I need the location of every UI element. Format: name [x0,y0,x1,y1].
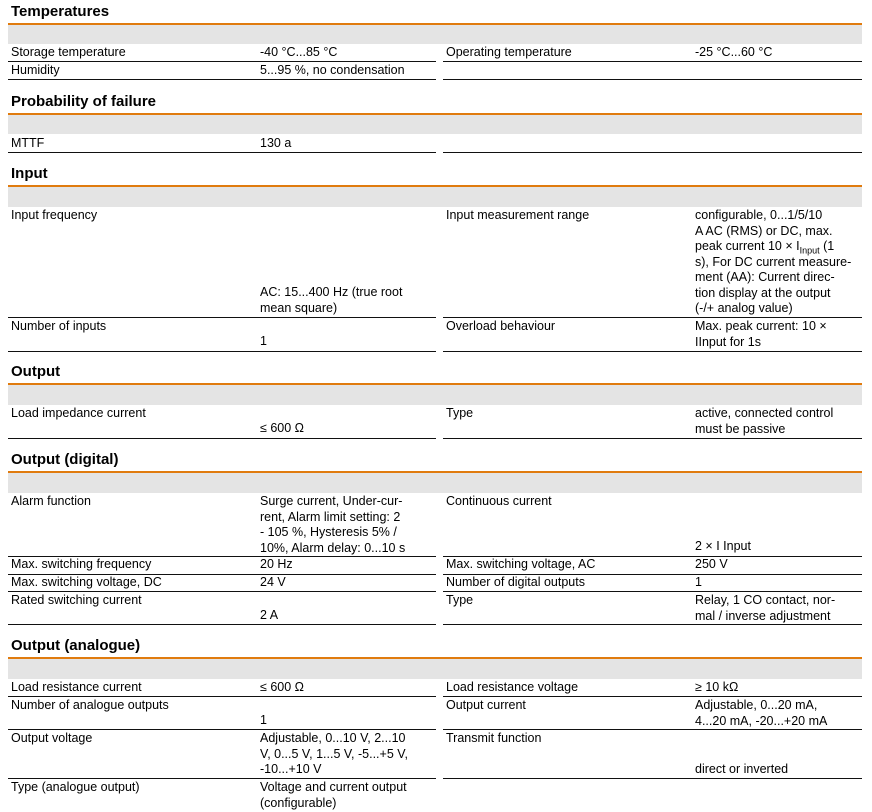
row-label: Max. switching voltage, AC [446,557,596,571]
row-value: 1 [260,713,267,727]
section-header-bar [8,473,862,493]
row-label: Load resistance voltage [446,680,579,694]
row-divider [8,152,436,153]
row-divider [443,351,862,352]
row-label: Output current [446,698,526,712]
row-label: Type [446,593,474,607]
row-label: Load resistance current [11,680,142,694]
row-divider [8,624,436,625]
row-label: Type (analogue output) [11,780,140,794]
row-value: 5...95 %, no condensation [260,63,405,77]
row-divider [8,591,436,592]
row-value: -25 °C...60 °C [695,45,773,59]
row-value: ≤ 600 Ω [260,680,305,694]
row-value: ≤ 600 Ω [260,421,305,435]
row-divider [443,317,862,318]
section-title-output-analogue: Output (analogue) [11,637,141,654]
row-divider [443,61,862,62]
row-value: active, connected control must be passive [695,406,834,436]
row-divider [443,778,862,779]
section-title-temperatures: Temperatures [11,3,110,20]
row-label: Input frequency [11,208,98,222]
row-divider [443,624,862,625]
row-value: Surge current, Under-cur- rent, Alarm limit setting: 2 - 105 %, Hysteresis 5% / 10%, Alarm delay: 0...10 s [260,494,406,555]
row-value: 2 × I Input [695,539,751,553]
row-divider [443,438,862,439]
row-value: Adjustable, 0...10 V, 2...10 V, 0...5 V, 1...5 V, -5...+5 V, -10...+10 V [260,731,408,776]
row-label: Number of analogue outputs [11,698,169,712]
row-label: Humidity [11,63,60,77]
row-label: Continuous current [446,494,552,508]
row-divider [443,591,862,592]
row-value: AC: 15...400 Hz (true root mean square) [260,285,403,315]
row-label: Number of inputs [11,319,107,333]
row-value: 20 Hz [260,557,293,571]
row-label: Type [446,406,474,420]
row-divider [8,729,436,730]
section-title-probability-of-failure: Probability of failure [11,93,157,110]
row-value: Voltage and current output (configurable) [260,780,407,810]
row-divider [8,438,436,439]
section-header-bar [8,659,862,679]
row-divider [443,729,862,730]
row-divider [8,79,436,80]
row-value: direct or inverted [695,762,789,776]
row-label: Number of digital outputs [446,575,585,589]
row-label: Load impedance current [11,406,146,420]
row-value: 130 a [260,136,292,150]
row-divider [8,61,436,62]
row-divider [443,696,862,697]
row-divider [8,696,436,697]
row-divider [443,152,862,153]
section-header-bar [8,187,862,207]
row-value: 2 A [260,608,279,622]
row-value: 24 V [260,575,286,589]
row-label: Alarm function [11,494,91,508]
row-divider [8,317,436,318]
row-value: Adjustable, 0...20 mA, 4...20 mA, -20...+20 mA [695,698,828,728]
row-label: Transmit function [446,731,542,745]
row-value: Max. peak current: 10 × IInput for 1s [695,319,827,349]
section-title-input: Input [11,165,48,182]
row-label: Input measurement range [446,208,590,222]
row-value: configurable, 0...1/5/10 A AC (RMS) or DC, max. peak current $10 \times I_{Input}$ (1 s), For DC current measure- ment (AA): Current direc- tion display at the output (-/+ analog value) [695,208,852,315]
row-value: ≥ 10 kΩ [695,680,739,694]
row-label: MTTF [11,136,45,150]
section-title-output: Output [11,363,61,380]
row-value: 1 [695,575,702,589]
row-divider [8,778,436,779]
row-value: 1 [260,334,267,348]
section-title-output-digital: Output (digital) [11,451,119,468]
row-value: Relay, 1 CO contact, nor- mal / inverse adjustment [695,593,836,623]
row-label: Overload behaviour [446,319,556,333]
row-divider [8,351,436,352]
row-divider [443,79,862,80]
row-label: Max. switching frequency [11,557,152,571]
row-label: Output voltage [11,731,93,745]
row-value: -40 °C...85 °C [260,45,338,59]
row-value: 250 V [695,557,728,571]
section-header-bar [8,25,862,44]
section-header-bar [8,385,862,405]
section-header-bar [8,115,862,134]
row-label: Max. switching voltage, DC [11,575,162,589]
row-label: Rated switching current [11,593,142,607]
row-label: Operating temperature [446,45,572,59]
row-label: Storage temperature [11,45,126,59]
